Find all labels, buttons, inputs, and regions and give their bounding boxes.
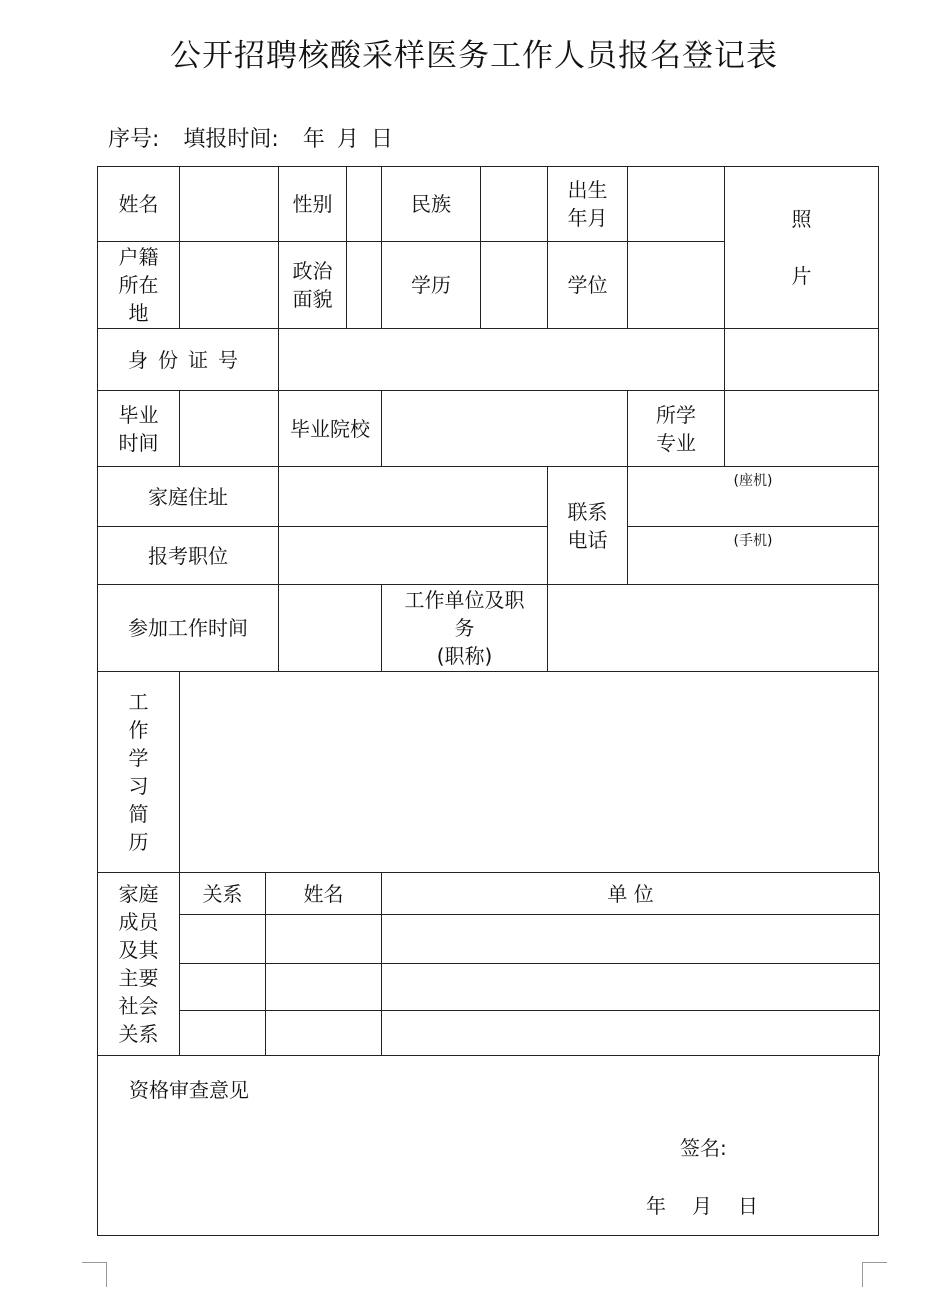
home-address-field[interactable] [279,467,548,527]
form-title: 公开招聘核酸采样医务工作人员报名登记表 [170,38,778,74]
hukou-label-line3: 地 [128,301,149,325]
family-name-cell[interactable] [266,1011,382,1056]
family-relation-cell[interactable] [180,915,266,964]
political-label-line2: 面貌 [292,287,333,311]
photo-label-line1: 照 [791,206,812,231]
contact-label-line1: 联系 [567,499,608,524]
form-meta [108,122,405,153]
photo-label-line2: 片 [791,263,812,288]
work-unit-field[interactable] [548,585,879,672]
hukou-field[interactable] [180,242,279,329]
education-label: 学历 [382,242,481,329]
review-day: 日 [738,1194,758,1218]
resume-field[interactable] [180,672,879,873]
education-field[interactable] [481,242,548,329]
contact-label-line2: 电话 [567,527,608,552]
hukou-label-line1: 户籍 [118,245,159,269]
work-unit-label-line1: 工作单位及职 [404,588,525,612]
contact-label [548,467,628,585]
review-month: 月 [692,1194,712,1218]
signature-label: 签名: [680,1136,727,1160]
review-section[interactable] [98,1056,879,1236]
work-unit-label [382,585,548,672]
review-date [646,1192,784,1220]
serial-label: 序号: [108,127,160,152]
family-unit-cell[interactable] [382,964,880,1011]
resume-label: 工 作 学 习 简 历 [98,672,180,873]
birth-field[interactable] [628,167,725,242]
birth-label-line2: 年月 [567,206,608,230]
family-unit-cell[interactable] [382,915,880,964]
grad-school-field[interactable] [382,391,628,467]
name-label: 姓名 [98,167,180,242]
degree-field[interactable] [628,242,725,329]
relation-header: 关系 [180,873,266,915]
meta-year: 年 [302,127,325,152]
ethnicity-field[interactable] [481,167,548,242]
family-name-cell[interactable] [266,915,382,964]
family-label: 家庭 成员 及其 主要 社会 关系 [98,873,180,1056]
work-start-field[interactable] [279,585,382,672]
review-year: 年 [646,1194,666,1218]
birth-label [548,167,628,242]
major-field[interactable] [725,391,879,467]
landline-label: (座机) [733,473,773,489]
political-label-line1: 政治 [292,259,333,283]
family-unit-cell[interactable] [382,1011,880,1056]
birth-label-line1: 出生 [567,178,608,202]
meta-month: 月 [336,127,359,152]
hukou-label-line2: 所在 [118,273,159,297]
review-label: 资格审查意见 [129,1078,249,1102]
page-corner-mark-left [82,1262,107,1287]
family-relation-cell[interactable] [180,1011,266,1056]
major-label-line2: 专业 [656,430,696,455]
gender-label: 性别 [279,167,347,242]
family-name-cell[interactable] [266,964,382,1011]
family-name-header: 姓名 [266,873,382,915]
unit-header: 单 位 [382,873,880,915]
name-field[interactable] [180,167,279,242]
position-label: 报考职位 [98,527,279,585]
id-number-field[interactable] [279,329,725,391]
political-field[interactable] [347,242,382,329]
grad-time-label-line2: 时间 [118,430,159,455]
work-unit-label-line2: 务 [454,616,475,640]
page-corner-mark-right [862,1262,887,1287]
mobile-label: (手机) [733,533,773,549]
id-number-label: 身份证号 [98,329,279,391]
position-field[interactable] [279,527,548,585]
hukou-label [98,242,180,329]
landline-field[interactable] [628,467,879,527]
grad-time-label-line1: 毕业 [118,402,159,427]
photo-area[interactable] [725,167,879,329]
ethnicity-label: 民族 [382,167,481,242]
grad-school-label: 毕业院校 [279,391,382,467]
registration-table [97,166,880,1236]
political-label [279,242,347,329]
id-number-extra [725,329,879,391]
grad-time-label [98,391,180,467]
major-label-line1: 所学 [656,402,696,427]
home-address-label: 家庭住址 [98,467,279,527]
grad-time-field[interactable] [180,391,279,467]
filled-time-label: 填报时间: [183,127,279,152]
family-relation-cell[interactable] [180,964,266,1011]
degree-label: 学位 [548,242,628,329]
major-label [628,391,725,467]
work-unit-label-line3: (职称) [436,644,493,668]
meta-day: 日 [370,127,393,152]
gender-field[interactable] [347,167,382,242]
mobile-field[interactable] [628,527,879,585]
work-start-label: 参加工作时间 [98,585,279,672]
